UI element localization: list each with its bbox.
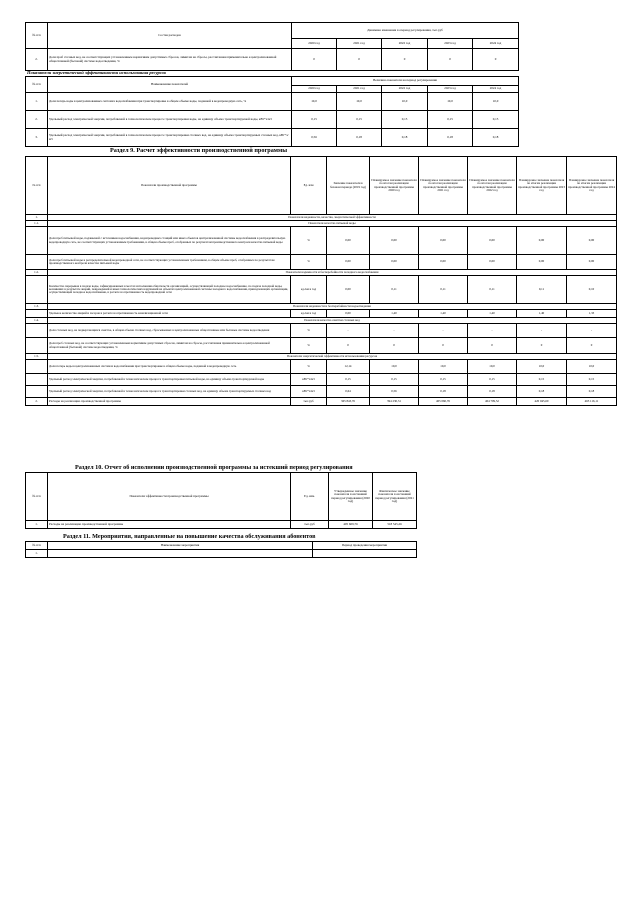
row-num bbox=[26, 360, 48, 374]
cell-value: 0,15 bbox=[419, 374, 468, 386]
cell-value: 405 060,76 bbox=[419, 398, 468, 406]
cell-value: 10,0 bbox=[292, 93, 337, 111]
cell-value: 0,15 bbox=[370, 374, 419, 386]
cell-value: 0,00 bbox=[370, 227, 419, 255]
cell-value: 0,00 bbox=[468, 255, 517, 270]
header-year: 2020 год bbox=[292, 39, 337, 49]
row-unit: кВт*ч/м3 bbox=[291, 386, 327, 398]
row-num bbox=[26, 255, 48, 270]
cell-value: 0 bbox=[337, 49, 382, 71]
row-unit: % bbox=[291, 324, 327, 338]
row-unit: % bbox=[291, 360, 327, 374]
row-name: Удельный расход электрической энергии, потребляемой в технологическом процессе транспортировки сточных вод, на единицу объема транспортируемых сточных вод bbox=[48, 386, 291, 398]
cell-value: 0,00 bbox=[327, 276, 370, 304]
cell-value: 10,0 bbox=[382, 93, 428, 111]
cell-value: 10,0 bbox=[473, 93, 519, 111]
table-row bbox=[26, 227, 617, 255]
table-row bbox=[26, 521, 417, 529]
cell-value: 1,40 bbox=[468, 310, 517, 318]
table-row bbox=[26, 360, 617, 374]
row-num: 2. bbox=[26, 49, 48, 71]
row-name: Доля проб сточных вод, не соответствующих установленным нормативам допустимых сбросов, лимитам на сбросы, рассчитанная применительно к централизованной общесплавной (бытовой) системе водоотведения, % bbox=[48, 49, 292, 71]
table-row bbox=[26, 111, 519, 129]
cell-value: 0,00 bbox=[468, 227, 517, 255]
row-unit: % bbox=[291, 227, 327, 255]
row-num: 1. bbox=[26, 521, 48, 529]
header-year: 2024 год bbox=[473, 86, 519, 93]
cell-value: 394 230,31 bbox=[370, 398, 419, 406]
cell-value: 0,11 bbox=[468, 276, 517, 304]
section-name: Показатели надежности, качества, энергетической эффективности bbox=[48, 215, 617, 221]
row-num bbox=[26, 386, 48, 398]
row-name: Удельный расход электрической энергии, потребляемой в технологическом процессе транспортировки воды, на единицу объема транспортируемой воды, кВт*ч/м3 bbox=[48, 111, 292, 129]
row-num bbox=[26, 276, 48, 304]
table-section-9 bbox=[25, 156, 617, 406]
table-energy bbox=[25, 76, 519, 147]
row-name: Расходы на реализацию производственной программы bbox=[48, 521, 291, 529]
header-year: 2023 год bbox=[428, 39, 473, 49]
row-name bbox=[48, 550, 313, 558]
row-name: Удельное количество аварий и засоров в расчете на протяженность канализационной сети bbox=[48, 310, 291, 318]
section-9-title: Раздел 9. Расчет эффективности производственной программы bbox=[110, 147, 288, 154]
cell-value: 0,00 bbox=[567, 227, 617, 255]
row-name: Доля сточных вод, не подвергающихся очистке, в общем объеме сточных вод, сбрасываемых в централизованные общесплавные или бытовые системы водоотведения bbox=[48, 324, 291, 338]
table-row bbox=[26, 324, 617, 338]
row-name: Доля проб питьевой воды, подаваемой с источников водоснабжения, водопроводных станций или иных объектов централизованной системы водоснабжения в распределительную водопроводную сеть, не соответствующих установленным требованиям, в общем объеме проб, отобранных по результатам производственного контроля качества питьевой воды bbox=[48, 227, 291, 255]
header-unit: Ед. изм bbox=[291, 157, 327, 215]
cell-value: 10,0 bbox=[517, 360, 567, 374]
header-group: Величина показателя на период регулирования bbox=[292, 77, 519, 86]
section-name: Показатели надежности и бесперебойности водоотведения bbox=[48, 304, 617, 310]
header-year: 2022 год bbox=[382, 86, 428, 93]
cell-value: 0,00 bbox=[370, 255, 419, 270]
cell-value: 0,10 bbox=[567, 276, 617, 304]
cell-value: 10,0 bbox=[337, 93, 382, 111]
header-num: № п/п bbox=[26, 23, 48, 49]
table-row bbox=[26, 276, 617, 304]
cell-value: 10,0 bbox=[567, 360, 617, 374]
cell-value: 0,00 bbox=[327, 255, 370, 270]
table-row bbox=[26, 386, 617, 398]
row-unit: ед./км в год bbox=[291, 310, 327, 318]
cell-value: 10,0 bbox=[468, 360, 517, 374]
cell-value: 0 bbox=[419, 338, 468, 354]
row-num: 1. bbox=[26, 93, 48, 111]
cell-value: 1,33 bbox=[567, 310, 617, 318]
cell-value: 0,18 bbox=[468, 386, 517, 398]
header-year: Планируемое значение показателя по итогам реализации производственной программы 2023 год bbox=[517, 157, 567, 215]
header-name: Показатели эффективности производственной программы bbox=[48, 473, 291, 521]
cell-value: 0,15 bbox=[382, 111, 428, 129]
cell-value: 0,56 bbox=[292, 129, 337, 147]
cell-value: 463 116,11 bbox=[567, 398, 617, 406]
cell-value: 0 bbox=[468, 338, 517, 354]
header-year: Планируемое значение показателя по итогам реализации производственной программы 2021 год bbox=[419, 157, 468, 215]
header-name: Наименование мероприятия bbox=[48, 542, 313, 550]
row-name: Удельный расход электрической энергии, потребляемой в технологическом процессе транспортировки питьевой воды, на единицу объема транспортируемой воды bbox=[48, 374, 291, 386]
row-name: Удельный расход электрической энергии, потребляемой в технологическом процессе транспортировки сточных вод, на единицу объема транспортируемых сточных вод, кВт*ч/м3 bbox=[48, 129, 292, 147]
table-row bbox=[26, 310, 617, 318]
header-name: Наименование показателей bbox=[48, 77, 292, 93]
row-unit: % bbox=[291, 255, 327, 270]
cell-value: 0,18 bbox=[337, 129, 382, 147]
row-num: 1.1. bbox=[26, 221, 48, 227]
cell-value: - bbox=[419, 324, 468, 338]
cell-value: 0,00 bbox=[419, 227, 468, 255]
cell-value: 1,40 bbox=[419, 310, 468, 318]
header-base: Значение показателя в базовом периоде (2019 год) bbox=[327, 157, 370, 215]
cell-value: 0 bbox=[428, 49, 473, 71]
cell-value: 1,40 bbox=[517, 310, 567, 318]
header-year: 2020 год bbox=[292, 86, 337, 93]
row-num bbox=[26, 338, 48, 354]
cell-value: 0,11 bbox=[517, 276, 567, 304]
header-actual: Фактическое значение показателя за истекший период регулирования (2021 год) bbox=[373, 473, 417, 521]
table-row bbox=[26, 550, 417, 558]
cell-value: 0,11 bbox=[370, 276, 419, 304]
section-name: Показатели качества очистки сточных вод bbox=[48, 318, 617, 324]
cell-value: 0,15 bbox=[327, 374, 370, 386]
section-name: Показатели качества питьевой воды bbox=[48, 221, 617, 227]
cell-value: - bbox=[327, 324, 370, 338]
header-num: № п/п bbox=[26, 77, 48, 93]
cell-value: 0,15 bbox=[428, 111, 473, 129]
cell-value: 0 bbox=[382, 49, 428, 71]
row-num: 1. bbox=[26, 215, 48, 221]
row-num bbox=[26, 310, 48, 318]
header-year: Планируемое значение показателя по итогам реализации производственной программы 2020 год bbox=[370, 157, 419, 215]
header-unit: Ед. изм. bbox=[291, 473, 329, 521]
header-name: Состав расходов bbox=[48, 23, 292, 49]
header-year: 2021 год bbox=[337, 86, 382, 93]
header-year: Планируемое значение показателя по итогам реализации производственной программы 2022 год bbox=[468, 157, 517, 215]
cell-value: 0 bbox=[567, 338, 617, 354]
row-name: Доля потерь воды в централизованных системах водоснабжения при транспортировке в общем объеме воды, поданной в водопроводную сеть, % bbox=[48, 93, 292, 111]
table-section-11 bbox=[25, 541, 417, 558]
cell-value: 0,18 bbox=[419, 386, 468, 398]
cell-value: 10,0 bbox=[419, 360, 468, 374]
cell-value: 0,00 bbox=[567, 255, 617, 270]
cell-value: 420 045,60 bbox=[517, 398, 567, 406]
row-unit: ед./км в год bbox=[291, 276, 327, 304]
section-name: Показатели энергетической эффективности использования ресурсов bbox=[48, 354, 617, 360]
header-year: 2023 год bbox=[428, 86, 473, 93]
header-name: Показатели производственной программы bbox=[48, 157, 291, 215]
cell-value: 0,18 bbox=[567, 386, 617, 398]
row-name: Доля проб питьевой воды в распределительной водопроводной сети, не соответствующих установленным требованиям, в общем объеме проб, отобранных по результатам производственного контроля качества питьевой воды bbox=[48, 255, 291, 270]
cell-value: 0,18 bbox=[428, 129, 473, 147]
cell-value: 0,64 bbox=[327, 386, 370, 398]
section-10-title: Раздел 10. Отчет об исполнении производственной программы за истекший период регулирования bbox=[75, 464, 353, 471]
row-num: 3. bbox=[26, 129, 48, 147]
cell-value: 0,00 bbox=[419, 255, 468, 270]
section-9-body bbox=[26, 215, 617, 406]
row-num bbox=[26, 324, 48, 338]
row-unit: кВт*ч/м3 bbox=[291, 374, 327, 386]
section-11-title: Раздел 11. Мероприятия, направленные на повышение качества обслуживания абонентов bbox=[63, 533, 316, 540]
row-unit: тыс.руб bbox=[291, 521, 329, 529]
header-num: № п/п bbox=[26, 542, 48, 550]
row-name: Доля потерь воды в централизованных системах водоснабжения при транспортировке в общем объеме воды, поданной в водопроводную сеть bbox=[48, 360, 291, 374]
cell-value: - bbox=[567, 324, 617, 338]
cell-value: 0,56 bbox=[370, 386, 419, 398]
cell-value: 0 bbox=[292, 49, 337, 71]
table-section-10 bbox=[25, 472, 417, 529]
cell-value: 518 545,26 bbox=[373, 521, 417, 529]
header-year: 2022 год bbox=[382, 39, 428, 49]
row-num bbox=[26, 227, 48, 255]
header-group: Динамика изменения за период регулирования, тыс.руб bbox=[292, 23, 519, 39]
cell-value: 0,00 bbox=[517, 227, 567, 255]
row-unit: % bbox=[291, 338, 327, 354]
cell-value: 0,15 bbox=[468, 374, 517, 386]
cell-value: 0,18 bbox=[473, 129, 519, 147]
cell-value: 404 709,52 bbox=[468, 398, 517, 406]
header-period: Период проведения мероприятия bbox=[313, 542, 417, 550]
table-row bbox=[26, 129, 519, 147]
cell-value: 0 bbox=[370, 338, 419, 354]
energy-title: Показатели энергетической эффективности использования ресурсов bbox=[27, 70, 166, 75]
cell-value: 0,11 bbox=[419, 276, 468, 304]
header-year: 2021 год bbox=[337, 39, 382, 49]
row-num: 1.5. bbox=[26, 354, 48, 360]
header-approved: Утвержденное значение показателя за истекший период регулирования (2020 год) bbox=[329, 473, 373, 521]
row-num: 1. bbox=[26, 550, 48, 558]
cell-value: 0,15 bbox=[473, 111, 519, 129]
cell-value: 0,15 bbox=[567, 374, 617, 386]
cell-value: 0,15 bbox=[517, 374, 567, 386]
cell-value: 365 843,76 bbox=[327, 398, 370, 406]
cell-value: 0,00 bbox=[327, 310, 370, 318]
row-num: 2. bbox=[26, 398, 48, 406]
table-row bbox=[26, 398, 617, 406]
cell-value: - bbox=[517, 324, 567, 338]
section-name: Показатели надежности и бесперебойности холодного водоснабжения bbox=[48, 270, 617, 276]
cell-value: 0,18 bbox=[382, 129, 428, 147]
table-row bbox=[26, 255, 617, 270]
cell-value: 10,0 bbox=[370, 360, 419, 374]
row-num bbox=[26, 374, 48, 386]
cell-value: 0,18 bbox=[517, 386, 567, 398]
row-name: Расходы на реализацию производственной программы bbox=[48, 398, 291, 406]
table-row bbox=[26, 374, 617, 386]
row-period bbox=[313, 550, 417, 558]
cell-value: 1,40 bbox=[370, 310, 419, 318]
cell-value: 0,15 bbox=[337, 111, 382, 129]
row-unit: тыс.руб bbox=[291, 398, 327, 406]
cell-value: 0 bbox=[327, 338, 370, 354]
header-year: 2024 год bbox=[473, 39, 519, 49]
table-continuation bbox=[25, 22, 519, 71]
cell-value: 0,00 bbox=[327, 227, 370, 255]
row-num: 2. bbox=[26, 111, 48, 129]
table-row bbox=[26, 338, 617, 354]
cell-value: 10,0 bbox=[428, 93, 473, 111]
cell-value: - bbox=[370, 324, 419, 338]
cell-value: 0 bbox=[473, 49, 519, 71]
row-num: 1.2. bbox=[26, 270, 48, 276]
cell-value: - bbox=[468, 324, 517, 338]
header-num: № п/п bbox=[26, 473, 48, 521]
row-num: 1.4. bbox=[26, 318, 48, 324]
row-num: 1.3. bbox=[26, 304, 48, 310]
cell-value: 0 bbox=[517, 338, 567, 354]
cell-value: 0,00 bbox=[517, 255, 567, 270]
row-name: Доля проб сточных вод, не соответствующих установленным нормативам допустимых сбросов, лимитам на сбросы, рассчитанная применительно к централизованной общесплавной (бытовой) системе водоотведения, % bbox=[48, 338, 291, 354]
header-year: Планируемое значение показателя по итогам реализации производственной программы 2024 год bbox=[567, 157, 617, 215]
cell-value: 12,14 bbox=[327, 360, 370, 374]
cell-value: 0,15 bbox=[292, 111, 337, 129]
cell-value: 405 609,76 bbox=[329, 521, 373, 529]
row-name: Количество перерывов в подаче воды, зафиксированных в местах исполнения обязательств организацией, осуществляющей холодное водоснабжение, по подаче холодной воды, возникших в результате аварий, повреждений и иных технологических нарушений на объектах централизованной системы холодного водоснабжения, принадлежащих организации, осуществляющей холодное водоснабжение, в расчете на протяженность водопроводной сети bbox=[48, 276, 291, 304]
table-row bbox=[26, 49, 519, 71]
table-row bbox=[26, 93, 519, 111]
header-num: № п/п bbox=[26, 157, 48, 215]
